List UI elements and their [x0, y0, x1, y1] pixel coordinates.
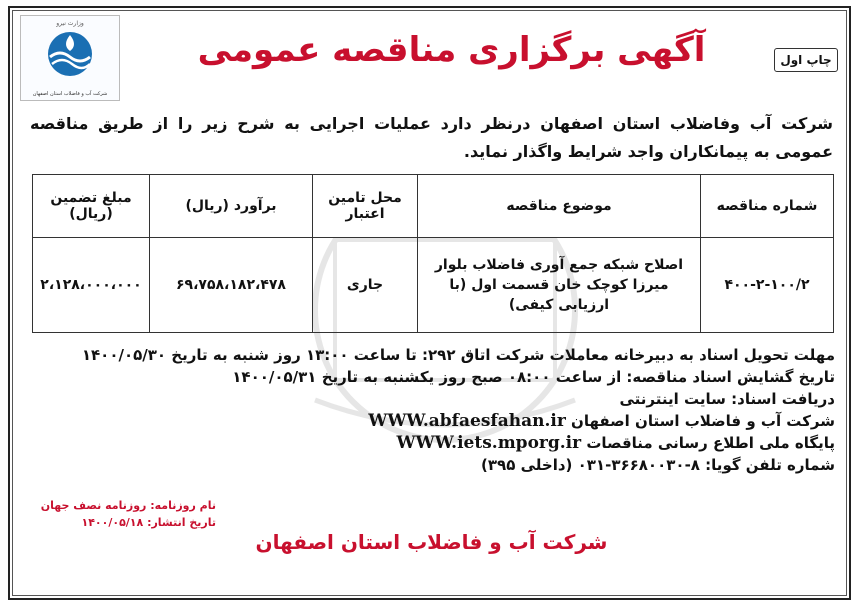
water-drop-logo-icon	[40, 29, 100, 79]
details-block	[25, 344, 835, 476]
site1-link[interactable]: WWW.abfaesfahan.ir	[368, 411, 566, 431]
cell-funding: جاری	[313, 238, 418, 333]
logo-bottom-text: شرکت آب و فاضلاب استان اصفهان	[32, 91, 108, 97]
col-header-subject: موضوع مناقصه	[418, 175, 701, 238]
col-header-tender-number: شماره مناقصه	[701, 175, 834, 238]
cell-estimate: ۶۹،۷۵۸،۱۸۲،۴۷۸	[150, 238, 313, 333]
site2-line	[25, 432, 835, 454]
edition-badge: چاپ اول	[774, 48, 838, 72]
page-title: آگهی برگزاری مناقصه عمومی	[197, 30, 706, 70]
table-header-row	[33, 175, 834, 238]
newspaper-name: نام روزنامه: روزنامه نصف جهان	[40, 499, 216, 512]
cell-tender-number: ۴۰۰-۲-۱۰۰/۲	[701, 238, 834, 333]
company-logo	[20, 15, 120, 101]
phone-line: شماره تلفن گویا: ۸-۳۶۶۸۰۰۳۰-۰۳۱ (داخلی ۳۹۵)	[481, 456, 835, 474]
intro-paragraph: شرکت آب وفاضلاب استان اصفهان درنظر دارد عملیات اجرایی به شرح زیر را از طریق مناقصه عمومی به پیمانکاران واجد شرایط واگذار نماید.	[30, 114, 833, 161]
site2-label: پایگاه ملی اطلاع رسانی مناقصات	[586, 434, 835, 452]
site2-link[interactable]: WWW.iets.mporg.ir	[396, 433, 582, 453]
deadline-line: مهلت تحویل اسناد به دبیرخانه معاملات شرکت اتاق ۲۹۲: تا ساعت ۱۳:۰۰ روز شنبه به تاریخ ۱۴۰۰/۰۵/۳۰	[81, 346, 835, 364]
site1-line	[25, 410, 835, 432]
logo-top-text: وزارت نیرو	[56, 20, 84, 27]
receive-line: دریافت اسناد: سایت اینترنتی	[619, 390, 835, 408]
cell-subject: اصلاح شبکه جمع آوری فاضلاب بلوار میرزا کوچک خان قسمت اول (با ارزیابی کیفی)	[418, 238, 701, 333]
col-header-estimate: برآورد (ریال)	[150, 175, 313, 238]
cell-guarantee: ۲،۱۲۸،۰۰۰،۰۰۰	[33, 238, 150, 333]
opening-line: تاریخ گشایش اسناد مناقصه: از ساعت ۰۸:۰۰ صبح روز یکشنبه به تاریخ ۱۴۰۰/۰۵/۳۱	[232, 368, 835, 386]
col-header-guarantee: مبلغ تضمین (ریال)	[33, 175, 150, 238]
tender-table	[32, 174, 834, 333]
publication-info	[26, 497, 216, 531]
col-header-funding: محل تامین اعتبار	[313, 175, 418, 238]
footer-company-name: شرکت آب و فاضلاب استان اصفهان	[255, 530, 608, 554]
table-row	[33, 238, 834, 333]
publication-date: تاریخ انتشار: ۱۴۰۰/۰۵/۱۸	[81, 516, 216, 529]
site1-label: شرکت آب و فاضلاب استان اصفهان	[571, 412, 835, 430]
